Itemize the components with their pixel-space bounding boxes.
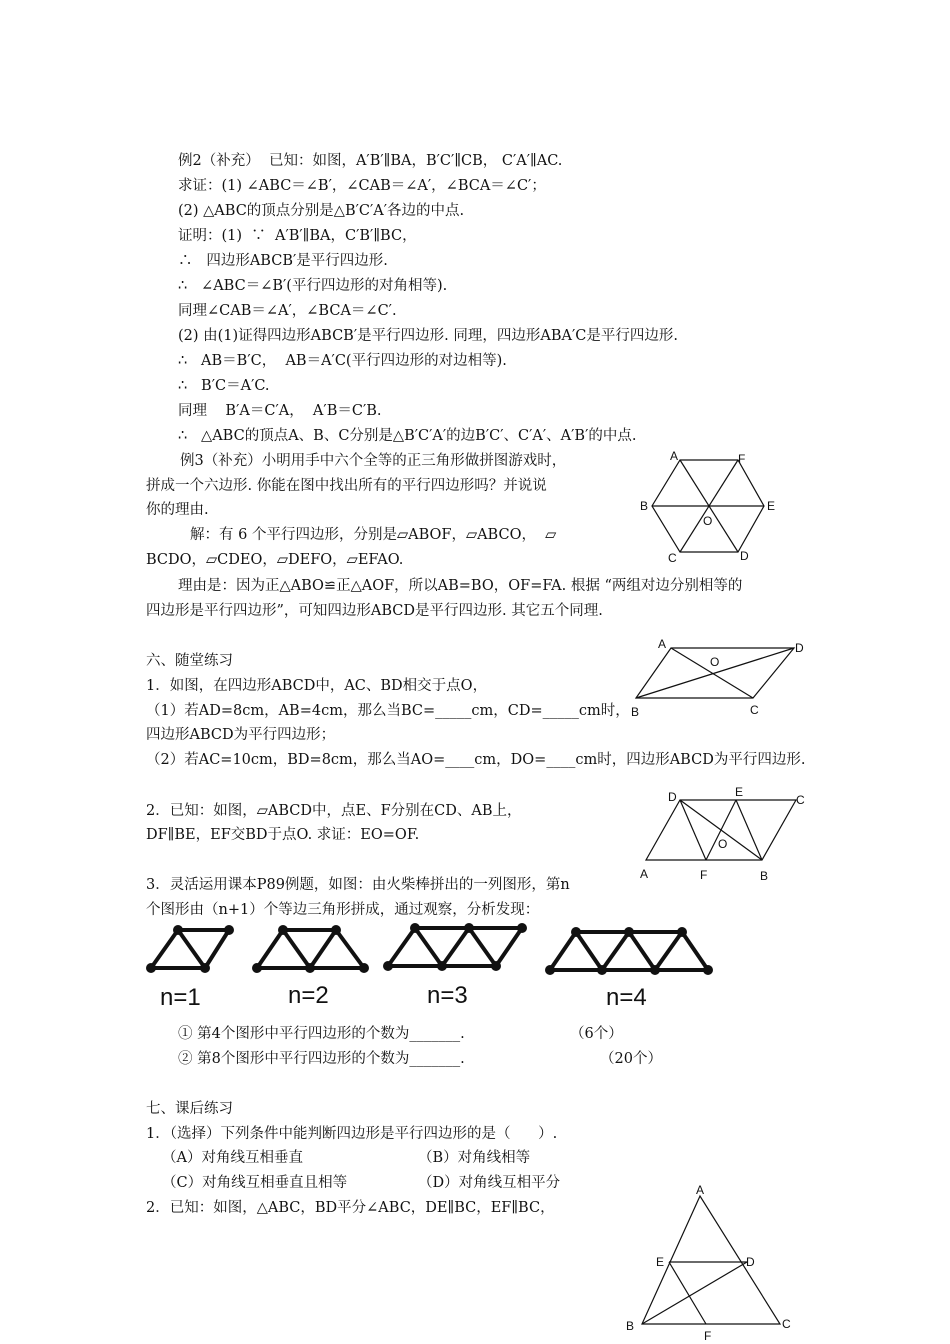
ex2-line-4: 证明：(1) ∵ A′B′∥BA，C′B′∥BC，	[178, 228, 417, 244]
s7-option-d: （D）对角线互相平分	[418, 1175, 561, 1191]
q1-label-o: O	[710, 655, 720, 669]
s6-q3-answer-2-value: （20个）	[600, 1051, 662, 1067]
triangle-abc-figure	[622, 1178, 802, 1344]
hex-label-a: A	[670, 449, 679, 463]
tri-label-b: B	[626, 1319, 635, 1333]
ex3-line-1: 例3（补充）小明用手中六个全等的正三角形做拼图游戏时，	[180, 453, 567, 469]
hex-label-f: F	[738, 452, 746, 466]
n1-label: n=1	[160, 984, 201, 1011]
q2-label-o: O	[718, 837, 728, 851]
s7-option-b: （B）对角线相等	[418, 1150, 531, 1166]
section6-title: 六、随堂练习	[146, 653, 233, 669]
ex2-line-1: 例2（补充） 已知：如图，A′B′∥BA，B′C′∥CB， C′A′∥AC.	[178, 153, 563, 169]
q2-label-e: E	[735, 785, 744, 799]
s6-q2-line-1: 2．已知：如图，▱ABCD中，点E、F分别在CD、AB上，	[146, 803, 522, 819]
ex2-line-11: 同理 B′A＝C′A， A′B＝C′B.	[178, 403, 382, 419]
q2-label-d: D	[668, 790, 677, 804]
hex-label-c: C	[668, 551, 677, 565]
tri-label-a: A	[696, 1183, 705, 1197]
ex3-line-3: 你的理由.	[146, 502, 209, 518]
s6-q1-line-3: 四边形ABCD为平行四边形；	[146, 727, 336, 743]
q1-label-a: A	[658, 637, 667, 651]
s6-q3-line-1: 3．灵活运用课本P89例题，如图：由火柴棒拼出的一列图形，第n	[146, 877, 570, 893]
s6-q2-line-2: DF∥BE，EF交BD于点O. 求证：EO=OF.	[146, 827, 420, 843]
s7-option-a: （A）对角线互相垂直	[162, 1150, 303, 1166]
s7-q2: 2．已知：如图，△ABC，BD平分∠ABC，DE∥BC，EF∥BC，	[146, 1200, 555, 1216]
parallelogram-efo-figure	[636, 784, 816, 884]
n2-label: n=2	[288, 982, 329, 1009]
s7-option-c: （C）对角线互相垂直且相等	[162, 1175, 348, 1191]
s6-q1-line-2: （1）若AD=8cm，AB=4cm，那么当BC=_____cm，CD=_____cm时，	[146, 703, 630, 719]
ex3-line-7: 四边形是平行四边形”，可知四边形ABCD是平行四边形. 其它五个同理.	[146, 603, 603, 619]
s6-q3-answer-2: ② 第8个图形中平行四边形的个数为_______.	[178, 1051, 465, 1067]
q2-label-c: C	[796, 793, 805, 807]
tri-label-c: C	[782, 1317, 791, 1331]
q1-label-d: D	[795, 641, 804, 655]
matchstick-figures	[140, 920, 730, 982]
ex2-line-9: ∴ AB＝B′C， AB＝A′C(平行四边形的对边相等).	[178, 353, 507, 369]
ex2-line-2: 求证：(1) ∠ABC＝∠B′，∠CAB＝∠A′，∠BCA＝∠C′；	[178, 178, 546, 194]
tri-label-d: D	[746, 1255, 755, 1269]
ex3-line-2: 拼成一个六边形. 你能在图中找出所有的平行四边形吗？并说说	[146, 478, 547, 494]
n3-label: n=3	[427, 982, 468, 1009]
s6-q1-line-4: （2）若AC=10cm，BD=8cm，那么当AO=____cm，DO=____cm时，四边形ABCD为平行四边形.	[146, 752, 806, 768]
ex2-line-6: ∴ ∠ABC＝∠B′(平行四边形的对角相等).	[178, 278, 448, 294]
hexagon-figure	[636, 448, 786, 568]
section7-title: 七、课后练习	[146, 1101, 233, 1117]
ex2-line-3: (2) △ABC的顶点分别是△B′C′A′各边的中点.	[178, 203, 465, 219]
s6-q3-answer-1: ① 第4个图形中平行四边形的个数为_______.	[178, 1026, 465, 1042]
hex-label-d: D	[740, 549, 749, 563]
s7-q1: 1．（选择）下列条件中能判断四边形是平行四边形的是（ ）.	[146, 1126, 558, 1142]
q1-label-b: B	[631, 705, 640, 719]
tri-label-f: F	[704, 1329, 712, 1343]
hex-label-o: O	[703, 514, 713, 528]
ex3-line-6: 理由是：因为正△ABO≌正△AOF，所以AB=BO，OF=FA. 根据 “两组对边分别相等的	[178, 578, 743, 594]
tri-label-e: E	[656, 1255, 665, 1269]
ex3-line-4: 解：有 6 个平行四边形，分别是▱ABOF，▱ABCO， ▱	[190, 527, 557, 543]
parallelogram-abcd-figure	[626, 634, 812, 720]
s6-q1-line-1: 1．如图，在四边形ABCD中，AC、BD相交于点O，	[146, 678, 488, 694]
q2-label-b: B	[760, 869, 769, 883]
q2-label-f: F	[700, 868, 708, 882]
ex3-line-5: BCDO，▱CDEO，▱DEFO，▱EFAO.	[146, 552, 404, 568]
s6-q3-line-2: 个图形由（n+1）个等边三角形拼成，通过观察，分析发现：	[146, 902, 540, 918]
n4-label: n=4	[606, 984, 647, 1011]
ex2-line-7: 同理∠CAB＝∠A′，∠BCA＝∠C′.	[178, 303, 397, 319]
s6-q3-answer-1-value: （6个）	[570, 1026, 623, 1042]
q2-label-a: A	[640, 867, 649, 881]
hex-label-e: E	[767, 499, 776, 513]
ex2-line-8: (2) 由(1)证得四边形ABCB′是平行四边形. 同理，四边形ABA′C是平行四边形.	[178, 328, 678, 344]
ex2-line-5: ∴ 四边形ABCB′是平行四边形.	[178, 253, 388, 269]
q1-label-c: C	[750, 703, 759, 717]
ex2-line-12: ∴ △ABC的顶点A、B、C分别是△B′C′A′的边B′C′、C′A′、A′B′的中点.	[178, 428, 637, 444]
hex-label-b: B	[640, 499, 649, 513]
ex2-line-10: ∴ B′C＝A′C.	[178, 378, 270, 394]
